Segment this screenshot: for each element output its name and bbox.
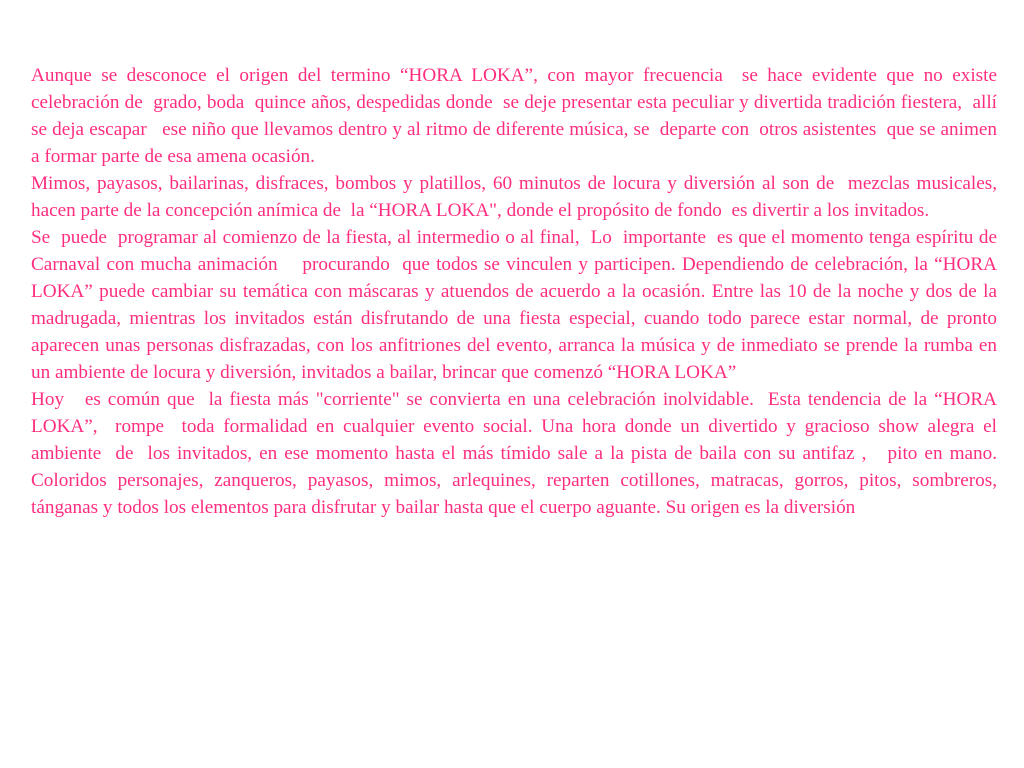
paragraph-mimes: Mimos, payasos, bailarinas, disfraces, bombos y platillos, 60 minutos de locura y diversión al son de mezclas musicales, hacen parte de la concepción anímica de la “HORA LOKA", donde el propósito de fondo es divertir a los invitados. xyxy=(31,173,1002,221)
paragraph-programming: Se puede programar al comienzo de la fiesta, al intermedio o al final, Lo importante es que el momento tenga espíritu de Carnaval con mucha animación procurando que todos se vinculen y participen. Dependiendo de celebración, la “HORA LOKA” puede cambiar su temática con máscaras y atuendos de acuerdo a la ocasión. Entre las 10 de la noche y dos de la madrugada, mientras los invitados están disfrutando de una fiesta especial, cuando todo parece estar normal, de pronto aparecen unas personas disfrazadas, con los anfitriones del evento, arranca la música y de inmediato se prende la rumba en un ambiente de locura y diversión, invitados a bailar, brincar que comenzó “HORA LOKA” xyxy=(31,227,1002,383)
body-text xyxy=(31,62,1007,521)
paragraph-today: Hoy es común que la fiesta más "corriente" se convierta en una celebración inolvidable. Esta tendencia de la “HORA LOKA”, rompe toda formalidad en cualquier evento social. Una hora donde un divertido y gracioso show alegra el ambiente de los invitados, en ese momento hasta el más tímido sale a la pista de baila con su antifaz , pito en mano. Coloridos personajes, zanqueros, payasos, mimos, arlequines, reparten cotillones, matracas, gorros, pitos, sombreros, tánganas y todos los elementos para disfrutar y bailar hasta que el cuerpo aguante. Su origen es la diversión xyxy=(31,389,1002,518)
paragraph-origin: Aunque se desconoce el origen del termino “HORA LOKA”, con mayor frecuencia se hace evidente que no existe celebración de grado, boda quince años, despedidas donde se deje presentar esta peculiar y divertida tradición fiestera, allí se deja escapar ese niño que llevamos dentro y al ritmo de diferente música, se departe con otros asistentes que se animen a formar parte de esa amena ocasión. xyxy=(31,65,1007,167)
